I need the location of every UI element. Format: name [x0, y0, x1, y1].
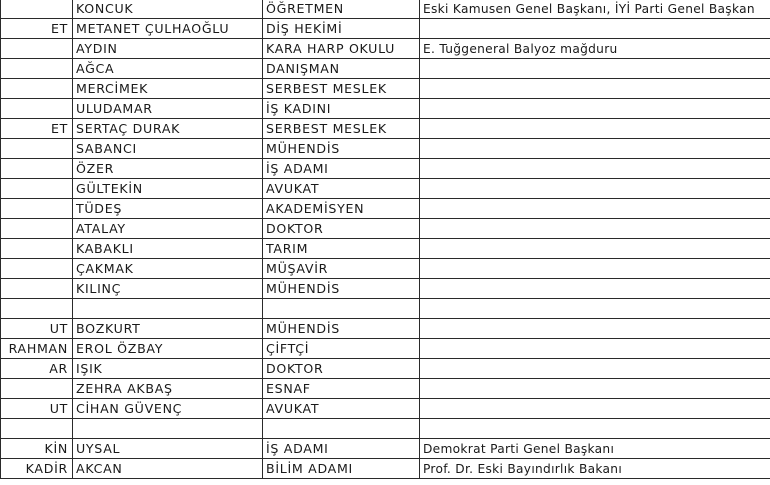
table-row: [1, 379, 770, 399]
note-cell: [420, 219, 770, 239]
profession-cell: [263, 299, 420, 319]
profession-cell: SERBEST MESLEK: [263, 79, 420, 99]
first-name-cell: [1, 419, 73, 439]
surname-cell: TÜDEŞ: [73, 199, 263, 219]
table-row: [1, 439, 770, 459]
surname-cell: IŞIK: [73, 359, 263, 379]
table-row: [1, 0, 770, 19]
profession-cell: DİŞ HEKİMİ: [263, 19, 420, 39]
profession-cell: İŞ ADAMI: [263, 439, 420, 459]
profession-cell: İŞ ADAMI: [263, 159, 420, 179]
surname-cell: ATALAY: [73, 219, 263, 239]
first-name-cell: [1, 259, 73, 279]
surname-cell: AKCAN: [73, 459, 263, 479]
surname-cell: MERCİMEK: [73, 79, 263, 99]
first-name-cell: ET: [1, 119, 73, 139]
note-cell: [420, 379, 770, 399]
first-name-cell: [1, 139, 73, 159]
note-cell: Demokrat Parti Genel Başkanı: [420, 439, 770, 459]
note-cell: [420, 339, 770, 359]
profession-cell: İŞ KADINI: [263, 99, 420, 119]
profession-cell: DOKTOR: [263, 219, 420, 239]
surname-cell: METANET ÇULHAOĞLU: [73, 19, 263, 39]
table-row: [1, 19, 770, 39]
first-name-cell: [1, 159, 73, 179]
profession-cell: DANIŞMAN: [263, 59, 420, 79]
surname-cell: KILINÇ: [73, 279, 263, 299]
profession-cell: KARA HARP OKULU: [263, 39, 420, 59]
note-cell: E. Tuğgeneral Balyoz mağduru: [420, 39, 770, 59]
profession-cell: ESNAF: [263, 379, 420, 399]
table-row: [1, 159, 770, 179]
surname-cell: CİHAN GÜVENÇ: [73, 399, 263, 419]
table-row: [1, 319, 770, 339]
surname-cell: KONCUK: [73, 0, 263, 19]
note-cell: [420, 59, 770, 79]
first-name-cell: [1, 379, 73, 399]
table-body: [1, 0, 770, 479]
profession-cell: DOKTOR: [263, 359, 420, 379]
surname-cell: [73, 419, 263, 439]
first-name-cell: [1, 299, 73, 319]
profession-cell: AVUKAT: [263, 179, 420, 199]
profession-cell: AKADEMİSYEN: [263, 199, 420, 219]
table-row: [1, 39, 770, 59]
first-name-cell: [1, 0, 73, 19]
first-name-cell: UT: [1, 319, 73, 339]
table-row: [1, 279, 770, 299]
note-cell: [420, 399, 770, 419]
first-name-cell: RAHMAN: [1, 339, 73, 359]
profession-cell: [263, 419, 420, 439]
note-cell: [420, 119, 770, 139]
first-name-cell: [1, 99, 73, 119]
profession-cell: BİLİM ADAMI: [263, 459, 420, 479]
first-name-cell: [1, 39, 73, 59]
table-row: [1, 359, 770, 379]
first-name-cell: AR: [1, 359, 73, 379]
first-name-cell: [1, 79, 73, 99]
surname-cell: KABAKLI: [73, 239, 263, 259]
note-cell: [420, 19, 770, 39]
first-name-cell: ET: [1, 19, 73, 39]
table-row: [1, 219, 770, 239]
table-row: [1, 459, 770, 479]
note-cell: [420, 99, 770, 119]
note-cell: [420, 299, 770, 319]
note-cell: [420, 259, 770, 279]
surname-cell: ÇAKMAK: [73, 259, 263, 279]
first-name-cell: KİN: [1, 439, 73, 459]
surname-cell: ÖZER: [73, 159, 263, 179]
surname-cell: UYSAL: [73, 439, 263, 459]
table-row: [1, 179, 770, 199]
note-cell: [420, 179, 770, 199]
note-cell: [420, 239, 770, 259]
table-row: [1, 59, 770, 79]
table-row: [1, 259, 770, 279]
first-name-cell: [1, 279, 73, 299]
table-row: [1, 199, 770, 219]
note-cell: [420, 159, 770, 179]
first-name-cell: [1, 199, 73, 219]
note-cell: [420, 359, 770, 379]
first-name-cell: KADİR: [1, 459, 73, 479]
profession-cell: TARIM: [263, 239, 420, 259]
table-row: [1, 119, 770, 139]
surname-cell: ZEHRA AKBAŞ: [73, 379, 263, 399]
profession-cell: ÇİFTÇİ: [263, 339, 420, 359]
surname-cell: [73, 299, 263, 319]
table-row: [1, 339, 770, 359]
note-cell: [420, 139, 770, 159]
first-name-cell: [1, 239, 73, 259]
profession-cell: MÜHENDİS: [263, 279, 420, 299]
surname-cell: AĞCA: [73, 59, 263, 79]
surname-cell: ULUDAMAR: [73, 99, 263, 119]
profession-cell: SERBEST MESLEK: [263, 119, 420, 139]
table-row: [1, 139, 770, 159]
profession-cell: MÜHENDİS: [263, 319, 420, 339]
table-row: [1, 99, 770, 119]
note-cell: [420, 279, 770, 299]
first-name-cell: [1, 59, 73, 79]
note-cell: Prof. Dr. Eski Bayındırlık Bakanı: [420, 459, 770, 479]
table-row: [1, 79, 770, 99]
table-row: [1, 239, 770, 259]
profession-cell: MÜHENDİS: [263, 139, 420, 159]
table-row: [1, 399, 770, 419]
table-row: [1, 299, 770, 319]
note-cell: [420, 419, 770, 439]
first-name-cell: [1, 179, 73, 199]
surname-cell: EROL ÖZBAY: [73, 339, 263, 359]
note-cell: [420, 199, 770, 219]
surname-cell: SABANCI: [73, 139, 263, 159]
profession-cell: MÜŞAVİR: [263, 259, 420, 279]
first-name-cell: [1, 219, 73, 239]
note-cell: [420, 319, 770, 339]
table-row: [1, 419, 770, 439]
surname-cell: SERTAÇ DURAK: [73, 119, 263, 139]
note-cell: [420, 79, 770, 99]
note-cell: Eski Kamusen Genel Başkanı, İYİ Parti Genel Başkan: [420, 0, 770, 19]
surname-cell: GÜLTEKİN: [73, 179, 263, 199]
first-name-cell: UT: [1, 399, 73, 419]
profession-cell: AVUKAT: [263, 399, 420, 419]
surname-cell: AYDIN: [73, 39, 263, 59]
profession-cell: ÖĞRETMEN: [263, 0, 420, 19]
surname-cell: BOZKURT: [73, 319, 263, 339]
